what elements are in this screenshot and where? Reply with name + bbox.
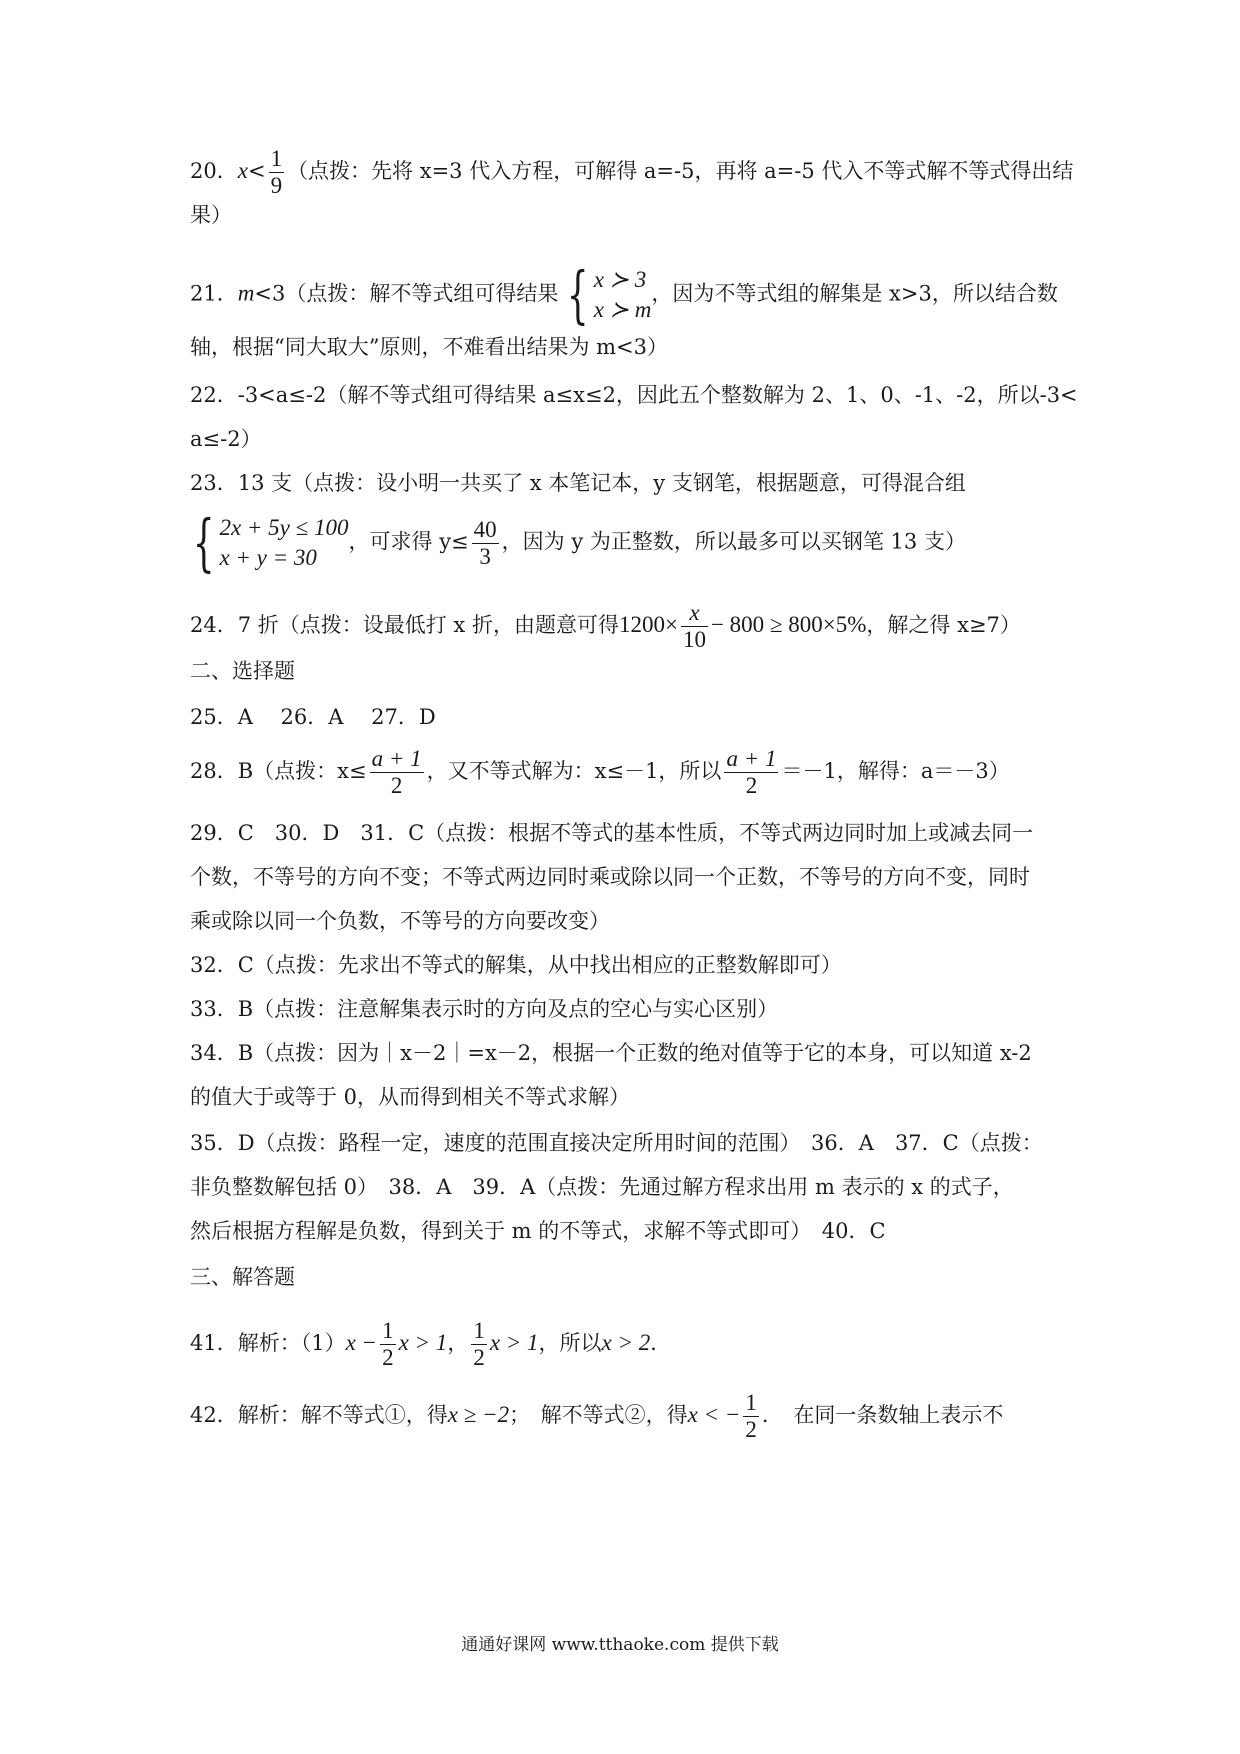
fraction-numerator: 1 [745,1390,757,1415]
hint-text: 24．7 折（点拨：设最低打 x 折，由题意可得 [190,613,619,637]
math-var: x [237,158,248,183]
fraction-denominator: 2 [473,1345,485,1370]
fraction-denominator: 9 [270,173,283,198]
math-expr: x < − [687,1402,741,1427]
hint-text: ，因为不等式组的解集是 x>3，所以结合数 [651,281,1058,306]
fraction [370,746,424,799]
fraction [472,517,499,570]
hint-text: （点拨：先将 x=3 代入方程，可解得 a=-5，再将 a=-5 代入不等式解不等式得出结 [287,159,1074,183]
system-row: x ≻ m [593,297,652,322]
system-row: x + y = 30 [219,545,317,570]
math-op: < [247,159,266,183]
hint-text: ． 在同一条数轴上表示不 [761,1403,1004,1427]
fraction-numerator: a + 1 [371,746,422,771]
fraction-denominator: 2 [382,1345,394,1370]
answer-29-31-line1: 29．C 30．D 31．C（点拨：根据不等式的基本性质，不等式两边同时加上或减去同一 [190,821,1034,845]
answer-42 [190,1390,1060,1443]
page-footer: 通通好课网 www.tthaoke.com 提供下载 [461,1635,779,1655]
hint-text: ，又不等式解为：x≤－1，所以 [426,759,722,783]
fraction [380,1318,396,1371]
answer-23-line2 [190,506,1060,579]
fraction-numerator: 1 [382,1318,394,1343]
hint-text: ，所以 [538,1331,602,1355]
math-expr: 1200× [618,612,678,637]
fraction-denominator: 10 [682,627,706,652]
answer-21-line1 [190,258,1060,331]
hint-text: ＝－1，解得：a＝－3） [781,759,1010,783]
hint-text: ，解之得 x≥7） [866,613,1021,637]
hint-text: ，因为 y 为正整数，所以最多可以买钢笔 13 支） [501,529,966,554]
math-expr: x ≥ −2 [447,1402,510,1427]
inequality-system [594,265,652,325]
fraction-numerator: 40 [473,516,497,542]
math-expr: − 800 ≥ 800×5% [710,612,867,637]
hint-text: ，可求得 y≤ [348,529,469,554]
answer-35-37-line1: 35．D（点拨：路程一定，速度的范围直接决定所用时间的范围） 36．A 37．C（点拨： [190,1131,1043,1155]
answer-35-39-line2: 非负整数解包括 0） 38．A 39．A（点拨：先通过解方程求出用 m 表示的 x 的式子， [190,1175,1014,1199]
answer-34-line1: 34．B（点拨：因为｜x－2｜=x－2，根据一个正数的绝对值等于它的本身，可以知道 x-2 [190,1041,1032,1065]
answer-23-line1: 23．13 支（点拨：设小明一共买了 x 本笔记本，y 支钢笔，根据题意，可得混合组 [190,471,966,495]
left-brace-icon: { [192,506,215,579]
separator: ， [447,1331,469,1355]
answer-29-31-line2: 个数，不等号的方向不变；不等式两边同时乘或除以同一个正数，不等号的方向不变，同时 [190,865,1030,889]
item-number: 20． [190,159,238,183]
equation-system [219,513,348,573]
answer-20-line1 [190,146,1074,199]
answer-22-line2: a≤-2） [190,427,262,451]
fraction-numerator: a + 1 [726,746,777,771]
hint-text: ； 解不等式②，得 [509,1403,688,1427]
fraction-numerator: 1 [473,1318,485,1343]
hint-text: 41．解析：（1） [190,1331,346,1355]
section-heading-choice: 二、选择题 [190,659,295,683]
fraction [471,1318,487,1371]
hint-text: 42．解析：解不等式①，得 [190,1403,448,1427]
fraction [269,146,285,199]
fraction [743,1390,759,1443]
math-expr: x > 1 [398,1330,448,1355]
answer-29-31-line3: 乘或除以同一个负数，不等号的方向要改变） [190,909,610,933]
math-expr: x > 1 [489,1330,539,1355]
fraction-denominator: 3 [479,543,491,569]
answer-39-40-line3: 然后根据方程解是负数，得到关于 m 的不等式，求解不等式即可） 40．C [190,1219,886,1243]
fraction-denominator: 2 [390,773,403,798]
hint-text: ． [650,1331,672,1355]
answer-34-line2: 的值大于或等于 0，从而得到相关不等式求解） [190,1085,631,1109]
fraction-numerator: 1 [270,146,283,171]
math-expr: x > 2 [601,1330,651,1355]
hint-text: <3（点拨：解不等式组可得结果 [254,281,559,306]
answers-25-27: 25．A 26．A 27．D [190,705,436,729]
answer-28 [190,746,1060,799]
answer-32: 32．C（点拨：先求出不等式的解集，从中找出相应的正整数解即可） [190,953,842,977]
fraction-denominator: 2 [745,1417,757,1442]
answer-22-line1: 22．-3<a≤-2（解不等式组可得结果 a≤x≤2，因此五个整数解为 2、1、0、-1、-2，所以-3< [190,383,1078,407]
fraction-denominator: 2 [745,773,758,798]
answer-20-line2: 果） [190,203,232,227]
answer-33: 33．B（点拨：注意解集表示时的方向及点的空心与实心区别） [190,997,779,1021]
fraction [724,746,778,799]
answer-21-line2: 轴，根据“同大取大”原则，不难看出结果为 m<3） [190,335,669,359]
answer-24 [190,600,1060,653]
section-heading-solve: 三、解答题 [190,1265,295,1289]
fraction-numerator: x [681,600,708,627]
hint-text: 28．B（点拨：x≤ [190,759,367,783]
math-expr: x − [345,1330,378,1355]
answer-41 [190,1318,1060,1371]
math-var: m [237,280,255,306]
fraction [681,600,708,653]
left-brace-icon: { [567,258,589,331]
item-number: 21． [190,281,238,306]
system-row: 2x + 5y ≤ 100 [219,515,349,540]
system-row: x ≻ 3 [593,267,647,292]
